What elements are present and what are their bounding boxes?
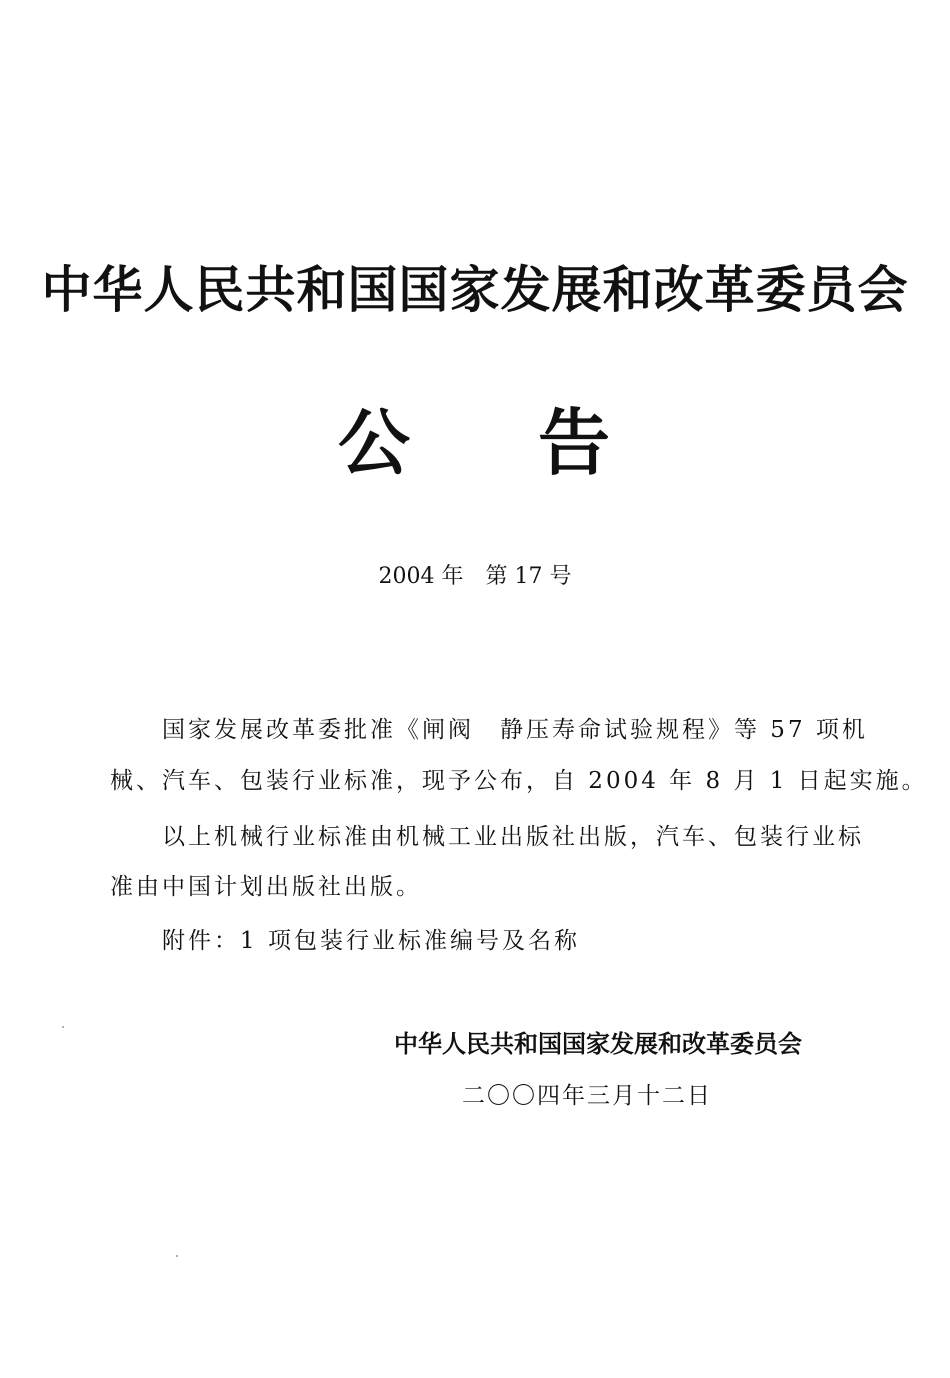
attachment-line: 附件：1 项包装行业标准编号及名称 <box>110 928 580 954</box>
paragraph-1-line-2: 械、汽车、包装行业标准，现予公布，自 2004 年 8 月 1 日起实施。 <box>110 768 928 794</box>
scan-speck <box>62 1026 64 1028</box>
paragraph-2-line-2: 准由中国计划出版社出版。 <box>110 874 422 900</box>
issue-number: 2004 年 第 17 号 <box>378 564 572 589</box>
notice-title-char-1: 公 <box>338 401 411 485</box>
paragraph-1-line-1: 国家发展改革委批准《闸阀 静压寿命试验规程》等 57 项机 <box>110 717 868 743</box>
scan-speck <box>176 1255 178 1257</box>
issue-date: 二〇〇四年三月十二日 <box>462 1083 712 1109</box>
signing-organization: 中华人民共和国国家发展和改革委员会 <box>394 1030 802 1058</box>
paragraph-2-line-1: 以上机械行业标准由机械工业出版社出版，汽车、包装行业标 <box>110 824 864 850</box>
notice-title-char-2: 告 <box>538 401 611 485</box>
issuing-organization-title: 中华人民共和国国家发展和改革委员会 <box>41 261 909 319</box>
